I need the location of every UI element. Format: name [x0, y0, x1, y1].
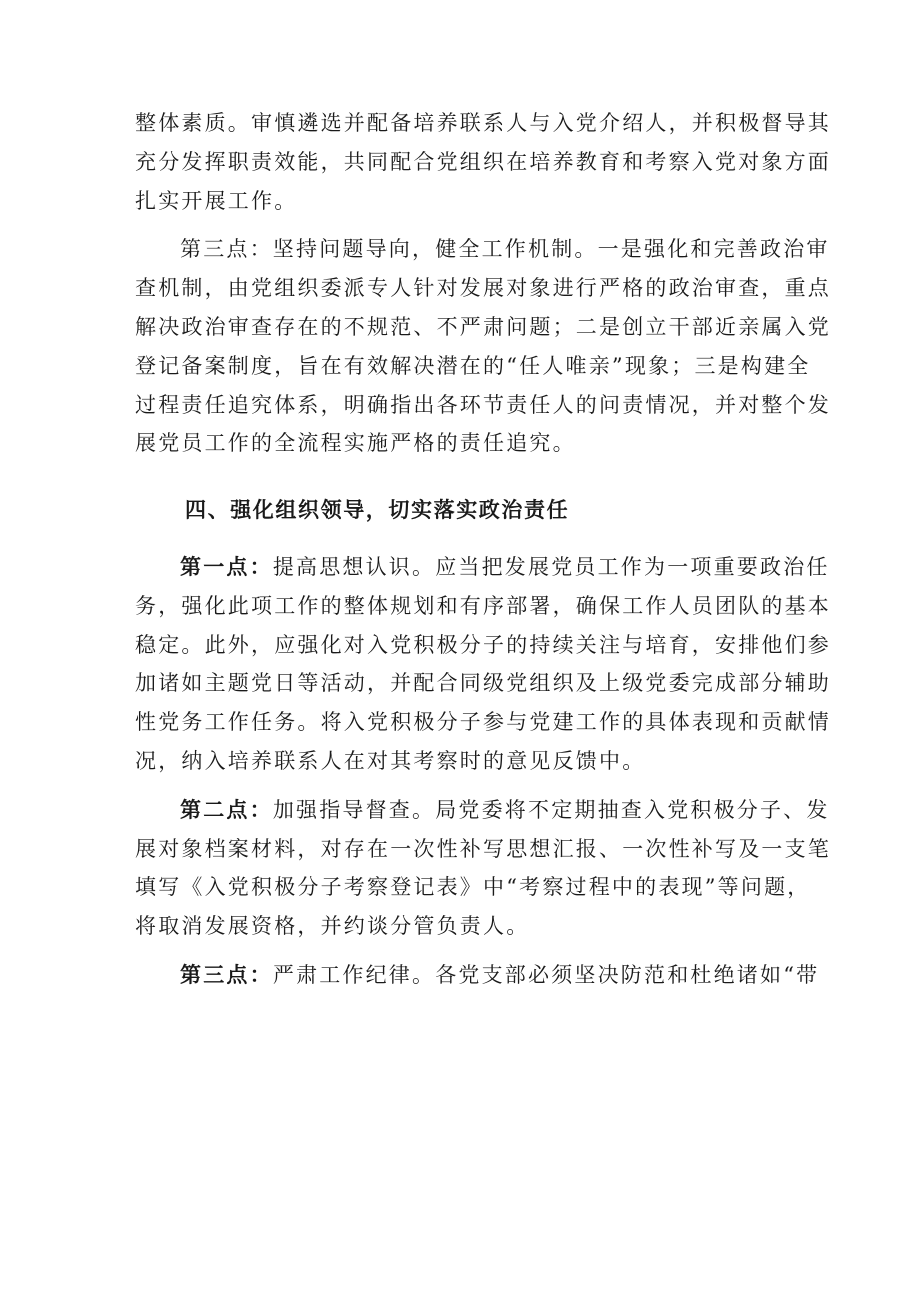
text-line: 稳定。此外，应强化对入党积极分子的持续关注与培育，安排他们参	[135, 632, 831, 657]
text-line: 第三点：坚持问题导向，健全工作机制。一是强化和完善政治审	[180, 237, 830, 262]
text-line	[135, 956, 820, 995]
text-line: 加诸如主题党日等活动，并配合同级党组织及上级党委完成部分辅助	[135, 671, 831, 696]
text-line: 充分发挥职责效能，共同配合党组织在培养教育和考察入党对象方面	[135, 149, 831, 174]
paragraph-lead: 第三点：	[180, 962, 273, 987]
text-line: 展对象档案材料，对存在一次性补写思想汇报、一次性补写及一支笔	[135, 836, 831, 861]
paragraph-lead: 第二点：	[180, 797, 273, 822]
text-line: 查机制，由党组织委派专人针对发展对象进行严格的政治审查，重点	[135, 276, 831, 301]
text-line: 解决政治审查存在的不规范、不严肃问题；二是创立干部近亲属入党	[135, 314, 831, 339]
document-page	[135, 104, 831, 995]
paragraph-point-one	[135, 548, 831, 781]
text-line	[135, 791, 830, 830]
paragraph-lead-rest: 严肃工作纪律。各党支部必须坚决防范和杜绝诸如“带	[272, 962, 820, 987]
paragraph-lead-rest: 加强指导督查。局党委将不定期抽查入党积极分子、发	[272, 797, 830, 822]
text-line: 整体素质。审慎遴选并配备培养联系人与入党介绍人，并积极督导其	[135, 111, 831, 135]
text-line: 登记备案制度，旨在有效解决潜在的“任人唯亲”现象；三是构建全	[135, 353, 811, 378]
paragraph-point-three-mechanism	[135, 230, 831, 463]
text-line: 展党员工作的全流程实施严格的责任追究。	[135, 431, 576, 456]
paragraph-point-two	[135, 791, 831, 946]
text-line: 填写《入党积极分子考察登记表》中“考察过程中的表现”等问题，	[135, 875, 811, 900]
text-line	[135, 548, 830, 587]
paragraph-point-three-discipline	[135, 956, 820, 995]
text-line: 况，纳入培养联系人在对其考察时的意见反馈中。	[135, 748, 646, 773]
text-line: 过程责任追究体系，明确指出各环节责任人的问责情况，并对整个发	[135, 392, 831, 417]
text-line: 性党务工作任务。将入党积极分子参与党建工作的具体表现和贡献情	[135, 710, 831, 735]
text-line: 将取消发展资格，并约谈分管负责人。	[135, 914, 530, 939]
paragraph-quality-continued	[135, 104, 831, 220]
paragraph-lead: 第一点：	[180, 554, 273, 579]
paragraph-lead-rest: 提高思想认识。应当把发展党员工作为一项重要政治任	[272, 554, 830, 579]
text-line: 扎实开展工作。	[135, 188, 298, 213]
text-line: 务，强化此项工作的整体规划和有序部署，确保工作人员团队的基本	[135, 593, 831, 618]
section-heading: 四、强化组织领导，切实落实政治责任	[185, 498, 570, 523]
